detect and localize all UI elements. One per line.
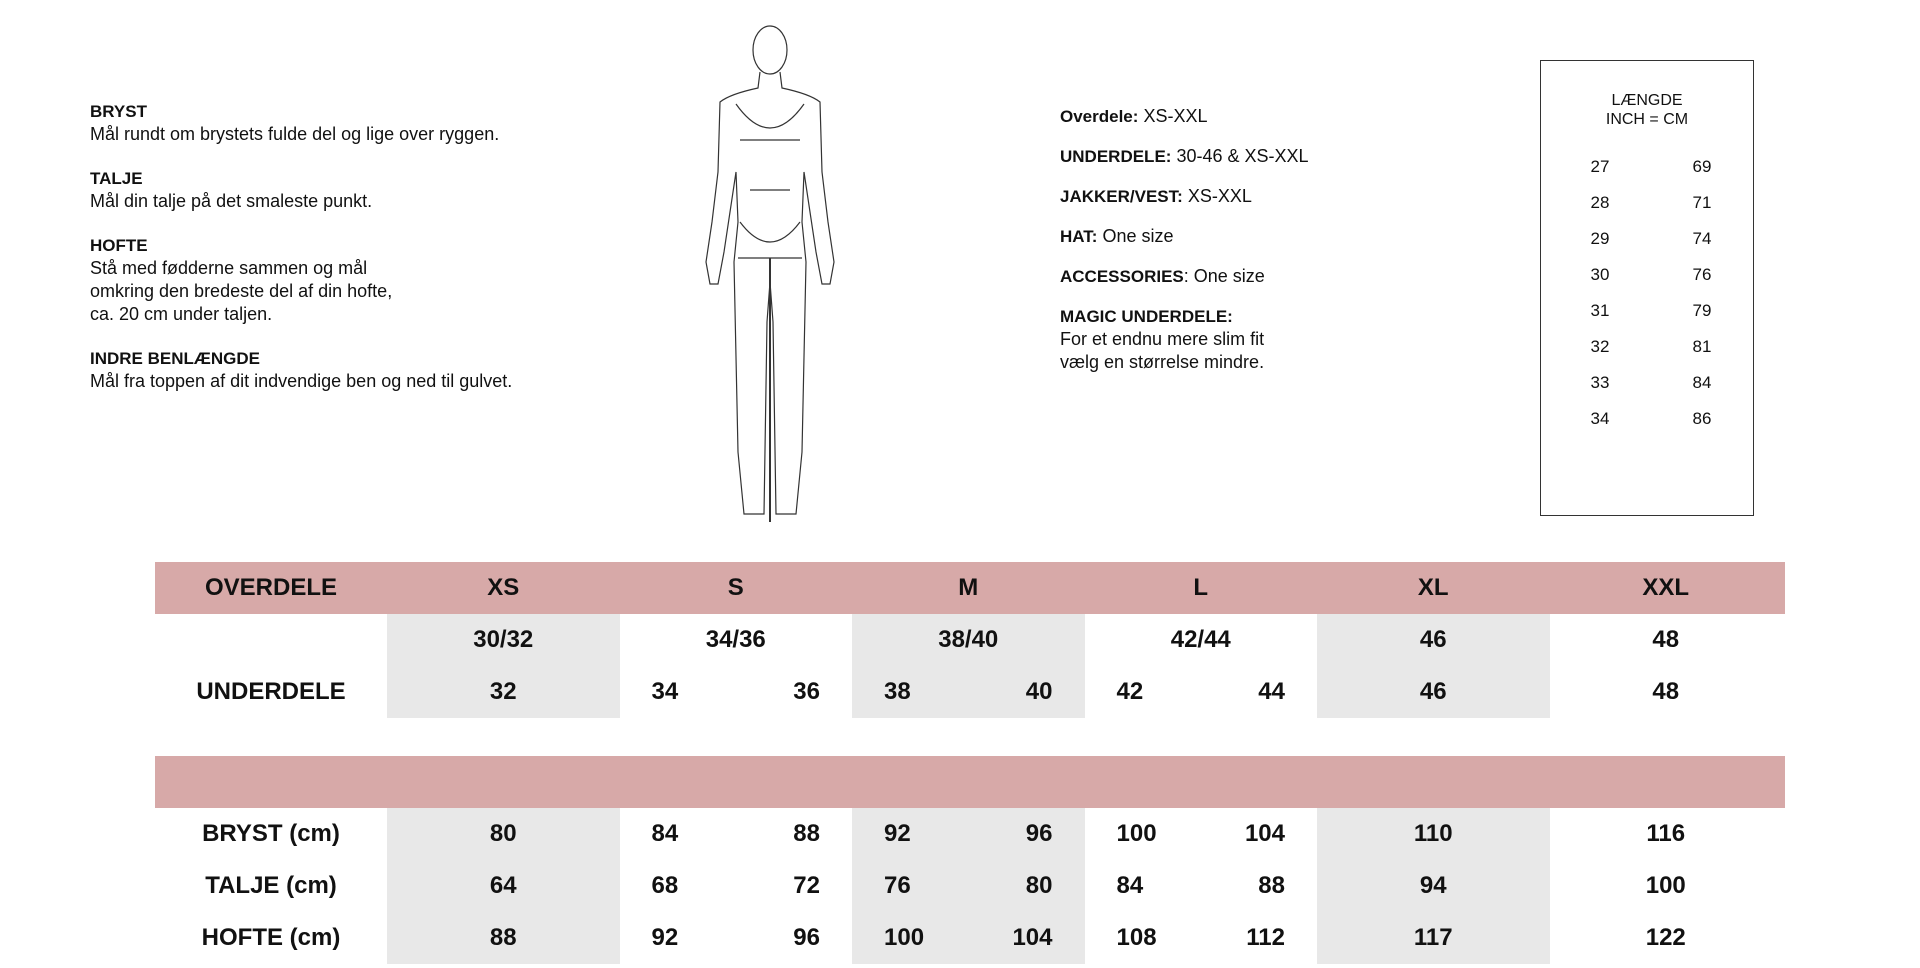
value-cell: 76 [884, 872, 911, 899]
value-cell: 72 [793, 872, 820, 899]
value-cell: 64 [489, 872, 517, 899]
value-cell: 88 [793, 820, 820, 847]
waist-cell: 46 [1419, 626, 1447, 653]
category-value: 30-46 & XS-XXL [1171, 146, 1309, 166]
measures-band [155, 756, 1785, 808]
value-cell: 84 [651, 820, 679, 847]
value-cell: 94 [1419, 872, 1447, 899]
category-value: One size [1097, 226, 1174, 246]
value-cell: 46 [1419, 678, 1447, 705]
length-inch: 34 [1590, 409, 1610, 428]
category-value: : One size [1183, 266, 1265, 286]
category-value: XS-XXL [1182, 186, 1252, 206]
value-cell: 88 [489, 924, 517, 951]
waist-cell: 34/36 [705, 626, 766, 653]
value-cell: 92 [651, 924, 679, 951]
waist-cell: 42/44 [1170, 626, 1231, 653]
header-overdele: OVERDELE [204, 574, 338, 601]
header-size: L [1193, 574, 1209, 601]
value-cell: 88 [1258, 872, 1285, 899]
category-value: For et endnu mere slim fit vælg en størrelse mindre. [1060, 329, 1265, 372]
category-label: HAT: [1060, 227, 1098, 246]
length-rows [1541, 149, 1753, 437]
category-label: UNDERDELE: [1060, 147, 1172, 166]
length-cm: 69 [1692, 157, 1712, 176]
length-row [1541, 293, 1753, 329]
header-size: XS [487, 574, 520, 601]
value-cell: 100 [884, 924, 925, 951]
value-cell: 38 [884, 678, 911, 705]
value-cell: 116 [1646, 820, 1686, 847]
header-size: S [727, 574, 744, 601]
category-item [1060, 305, 1400, 374]
value-cell: 44 [1258, 678, 1285, 705]
length-row [1541, 257, 1753, 293]
value-cell: 48 [1652, 678, 1680, 705]
guide-heading: HOFTE [90, 236, 148, 255]
header-size: XL [1417, 574, 1449, 601]
waist-cell: 30/32 [473, 626, 534, 653]
guide-heading: TALJE [90, 169, 143, 188]
length-title: LÆNGDE [1611, 92, 1683, 109]
category-label: JAKKER/VEST: [1060, 187, 1183, 206]
value-cell: 36 [793, 678, 820, 705]
measurement-guide [90, 100, 610, 414]
length-inch: 30 [1590, 265, 1610, 284]
value-cell: 92 [884, 820, 911, 847]
length-cm: 76 [1692, 265, 1712, 284]
length-row [1541, 185, 1753, 221]
guide-heading: BRYST [90, 102, 147, 121]
length-cm: 86 [1692, 409, 1712, 428]
category-item [1060, 265, 1400, 288]
row-label-measure: BRYST (cm) [202, 820, 340, 847]
value-cell: 100 [1116, 820, 1157, 847]
length-row [1541, 365, 1753, 401]
value-cell: 100 [1645, 872, 1686, 899]
value-cell: 96 [793, 924, 820, 951]
length-inch: 32 [1590, 337, 1610, 356]
waist-cell: 38/40 [938, 626, 999, 653]
length-cm: 71 [1692, 193, 1712, 212]
length-row [1541, 329, 1753, 365]
value-cell: 104 [1244, 820, 1285, 847]
body-figure-illustration [660, 22, 880, 522]
value-cell: 96 [1025, 820, 1053, 847]
value-cell: 32 [489, 678, 517, 705]
length-inch: 29 [1590, 229, 1610, 248]
value-cell: 80 [489, 820, 517, 847]
guide-text: Stå med fødderne sammen og mål omkring den bredeste del af din hofte, ca. 20 cm under taljen. [90, 258, 393, 324]
guide-text: Mål fra toppen af dit indvendige ben og ned til gulvet. [90, 371, 513, 391]
row-label-underdele: UNDERDELE [196, 678, 346, 705]
length-inch: 33 [1590, 373, 1610, 392]
guide-talje [90, 167, 610, 213]
length-inch: 31 [1590, 301, 1610, 320]
length-subtitle: INCH = CM [1605, 111, 1689, 128]
guide-heading: INDRE BENLÆNGDE [90, 349, 261, 368]
value-cell: 104 [1012, 924, 1053, 951]
value-cell: 68 [651, 872, 679, 899]
category-list [1060, 105, 1400, 391]
value-cell: 84 [1116, 872, 1144, 899]
length-cm: 81 [1692, 337, 1712, 356]
value-cell: 122 [1645, 924, 1686, 951]
row-label-measure: TALJE (cm) [205, 872, 337, 899]
category-label: ACCESSORIES [1060, 267, 1184, 286]
value-cell: 112 [1246, 924, 1285, 951]
guide-hofte [90, 234, 610, 326]
guide-text: Mål din talje på det smaleste punkt. [90, 191, 373, 211]
value-cell: 80 [1025, 872, 1053, 899]
length-row [1541, 221, 1753, 257]
value-cell: 117 [1413, 924, 1453, 951]
row-label-measure: HOFTE (cm) [201, 924, 341, 951]
value-cell: 110 [1413, 820, 1453, 847]
length-cm: 74 [1692, 229, 1712, 248]
header-size: M [958, 574, 979, 601]
header-size: XXL [1642, 574, 1690, 601]
category-item [1060, 145, 1400, 168]
guide-bryst [90, 100, 610, 146]
category-item [1060, 185, 1400, 208]
guide-text: Mål rundt om brystets fulde del og lige over ryggen. [90, 124, 500, 144]
category-value: XS-XXL [1138, 106, 1208, 126]
length-row [1541, 149, 1753, 185]
category-item [1060, 105, 1400, 128]
category-label: MAGIC UNDERDELE: [1060, 307, 1233, 326]
guide-benlaengde [90, 347, 610, 393]
category-label: Overdele: [1060, 107, 1139, 126]
category-item [1060, 225, 1400, 248]
length-inch: 27 [1590, 157, 1610, 176]
value-cell: 40 [1025, 678, 1053, 705]
length-row [1541, 401, 1753, 437]
value-cell: 42 [1116, 678, 1144, 705]
length-inch: 28 [1590, 193, 1610, 212]
waist-cell: 48 [1652, 626, 1680, 653]
value-cell: 108 [1116, 924, 1157, 951]
length-header [1541, 91, 1753, 129]
length-conversion-box [1540, 60, 1754, 516]
length-cm: 84 [1692, 373, 1712, 392]
value-cell: 34 [651, 678, 679, 705]
length-cm: 79 [1692, 301, 1712, 320]
